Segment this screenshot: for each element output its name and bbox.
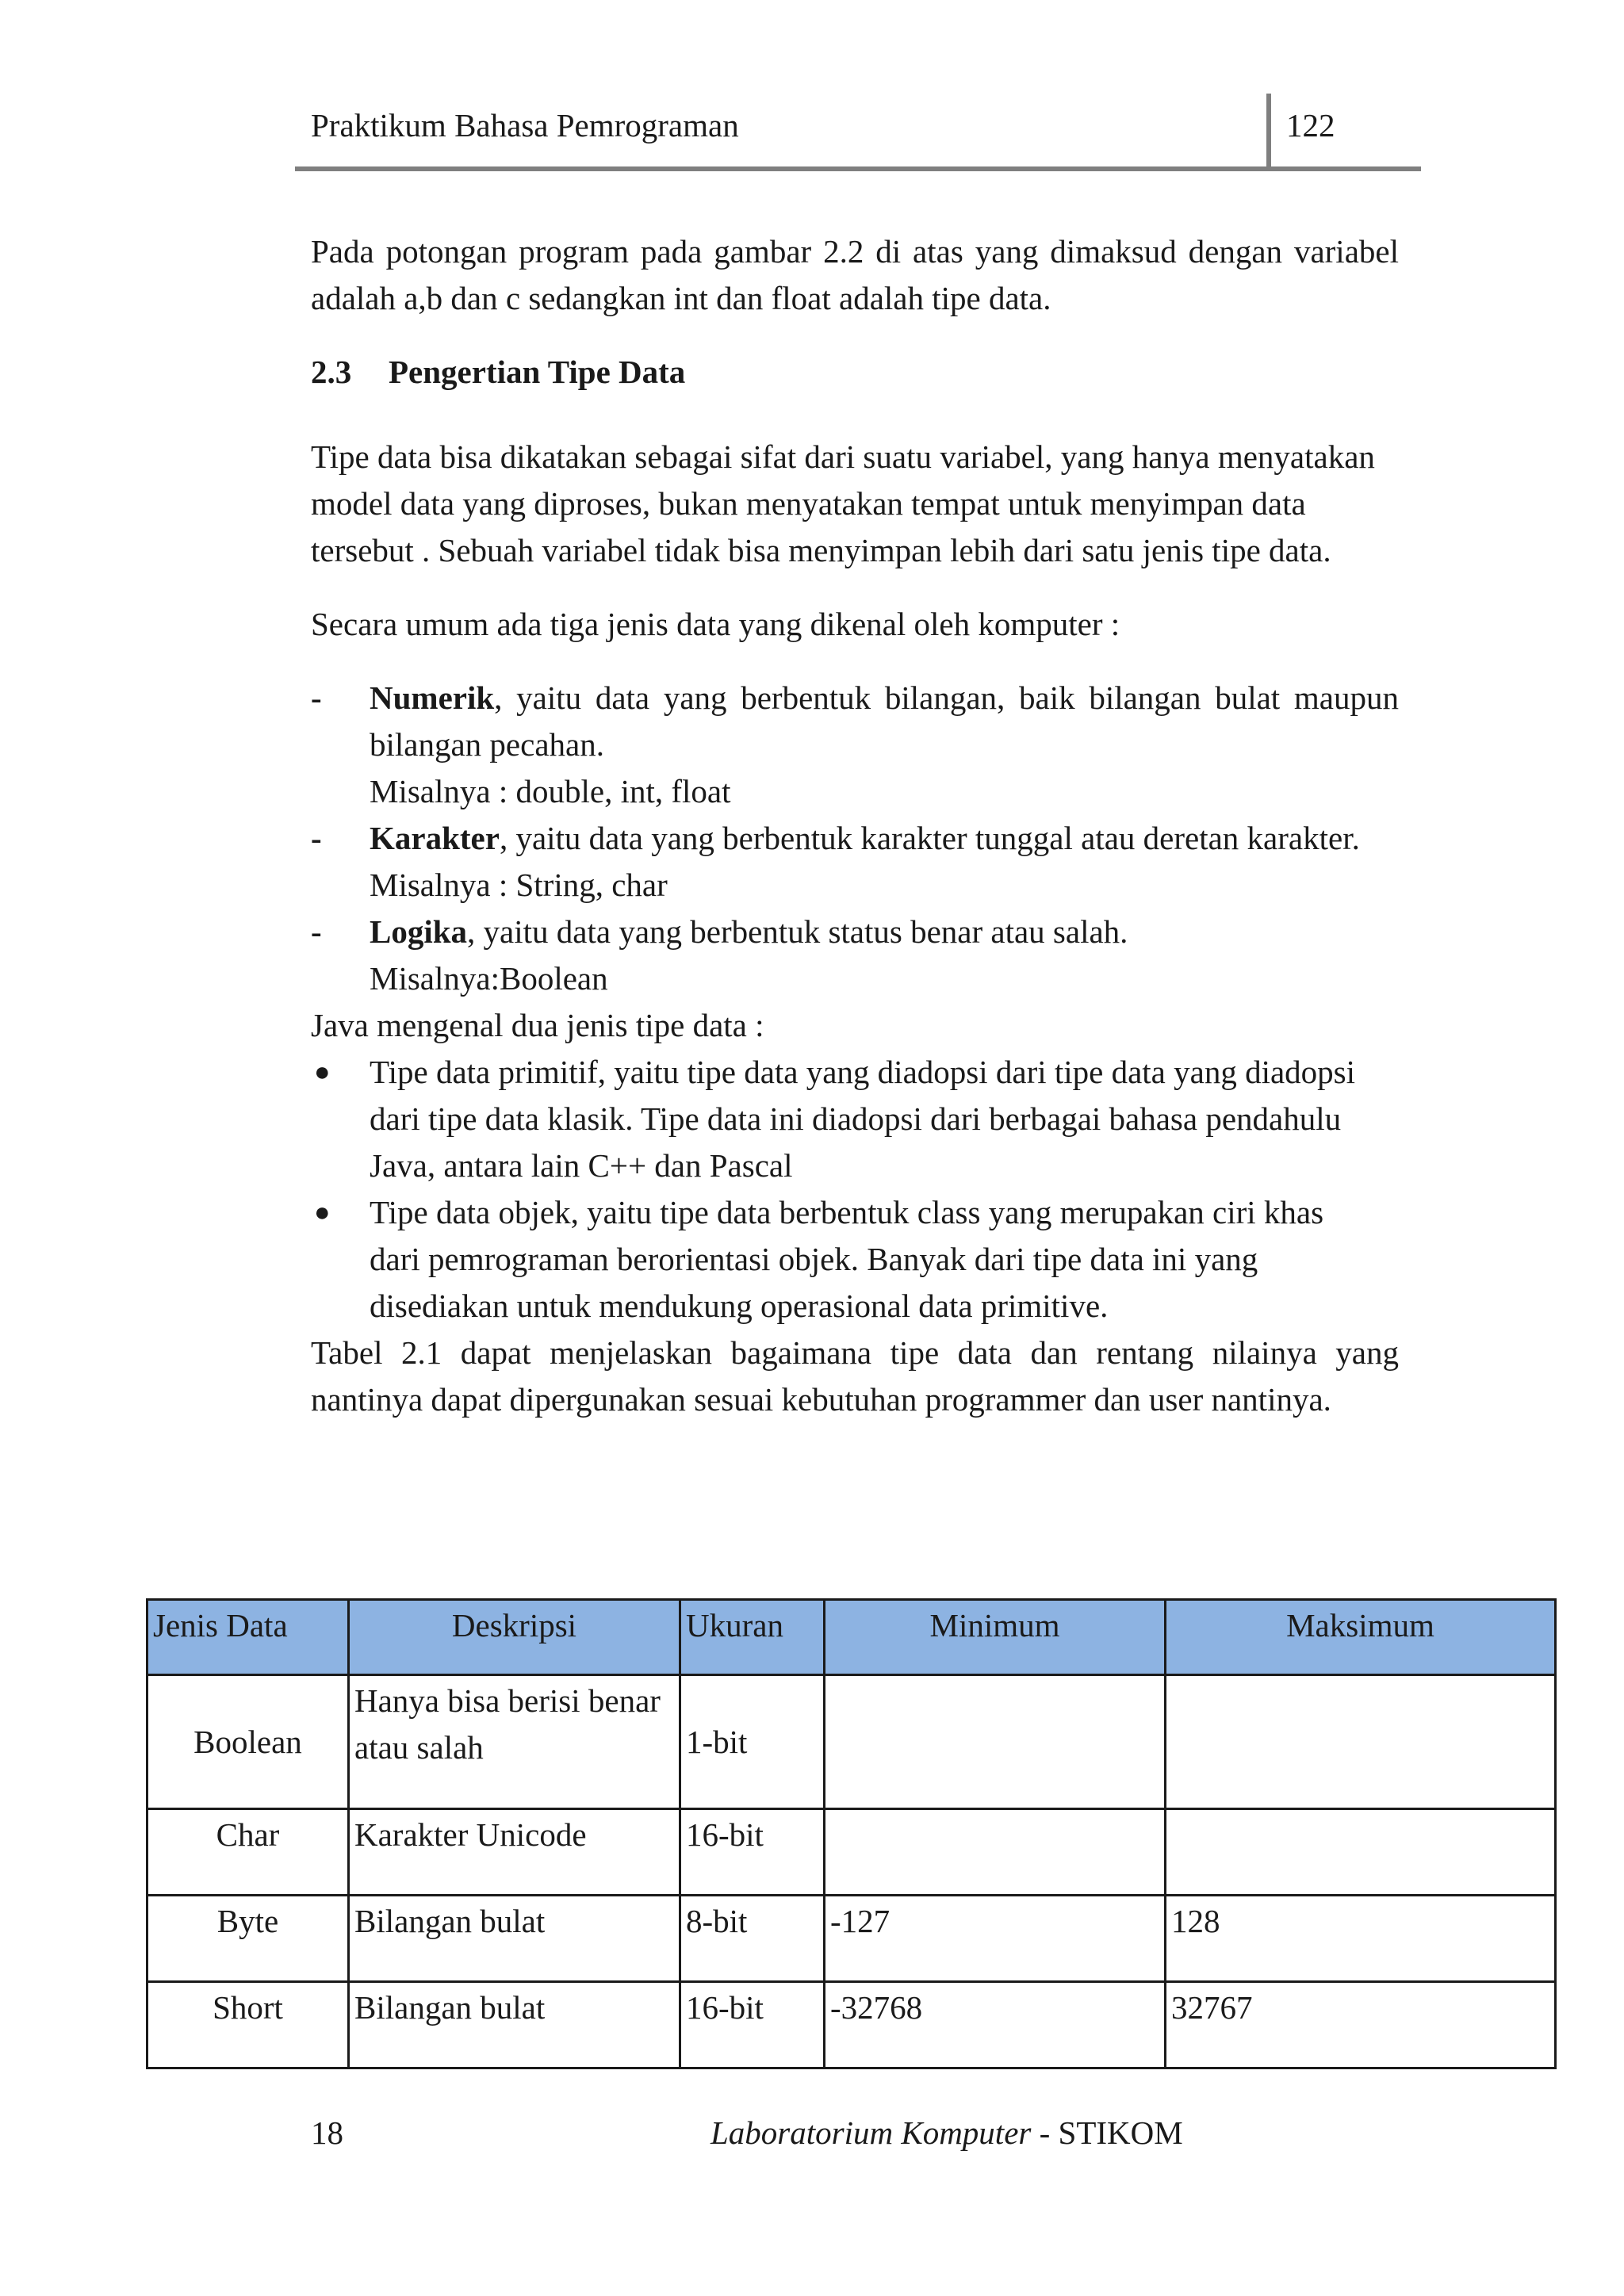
cell-maximum [1166, 1809, 1556, 1896]
page-header [295, 94, 1421, 171]
object-type-text: Tipe data objek, yaitu tipe data berbentuk class yang merupakan ciri khas dari pemrograman berorientasi objek. Banyak dari tipe data ini yang disediakan untuk mendukung operasional data primitive. [370, 1194, 1324, 1324]
term-logika: Logika [370, 913, 468, 950]
header-jenis-data: Jenis Data [147, 1600, 349, 1675]
dash-marker: - [311, 913, 322, 950]
table-row [147, 1675, 1556, 1809]
java-types-intro: Java mengenal dua jenis tipe data : [311, 1007, 764, 1043]
table-row [147, 1982, 1556, 2068]
section-heading [311, 349, 1399, 396]
cell-description: Bilangan bulat [349, 1896, 680, 1982]
data-kinds-intro: Secara umum ada tiga jenis data yang dikenal oleh komputer : [311, 606, 1120, 642]
data-types-table-wrapper [146, 1598, 1554, 2069]
term-description: , yaitu data yang berbentuk karakter tunggal atau deretan karakter. [499, 820, 1360, 856]
cell-size: 16-bit [680, 1982, 825, 2068]
cell-description: Karakter Unicode [349, 1809, 680, 1896]
cell-maximum: 128 [1166, 1896, 1556, 1982]
footer-lab-italic: Laboratorium Komputer [710, 2114, 1032, 2151]
cell-type: Char [147, 1809, 349, 1896]
header-deskripsi: Deskripsi [349, 1600, 680, 1675]
cell-maximum [1166, 1675, 1556, 1809]
header-ukuran: Ukuran [680, 1600, 825, 1675]
table-row [147, 1896, 1556, 1982]
cell-maximum: 32767 [1166, 1982, 1556, 2068]
list-item [311, 1049, 1381, 1189]
cell-size: 8-bit [680, 1896, 825, 1982]
term-description: , yaitu data yang berbentuk status benar atau salah. [467, 913, 1128, 950]
cell-minimum: -127 [825, 1896, 1166, 1982]
cell-type: Boolean [147, 1675, 349, 1809]
term-example: Misalnya:Boolean [370, 960, 608, 997]
footer-lab-name [710, 2114, 1183, 2152]
term-example: Misalnya : String, char [370, 867, 668, 903]
section-number: 2.3 [311, 354, 352, 390]
data-types-table [146, 1598, 1557, 2069]
table-intro-paragraph: Tabel 2.1 dapat menjelaskan bagaimana tipe data dan rentang nilainya yang nantinya dapat dipergunakan sesuai kebutuhan programmer dan user nantinya. [311, 1334, 1399, 1418]
header-minimum: Minimum [825, 1600, 1166, 1675]
cell-description: Hanya bisa berisi benar atau salah [349, 1675, 680, 1809]
term-example: Misalnya : double, int, float [370, 773, 731, 809]
body-content [311, 228, 1399, 1423]
definition-paragraph: Tipe data bisa dikatakan sebagai sifat dari suatu variabel, yang hanya menyatakan model data yang diproses, bukan menyatakan tempat untuk menyimpan data tersebut . Sebuah variabel tidak bisa menyimpan lebih dari satu jenis tipe data. [311, 438, 1375, 568]
cell-type: Short [147, 1982, 349, 2068]
cell-minimum [825, 1809, 1166, 1896]
term-description: , yaitu data yang berbentuk bilangan, baik bilangan bulat maupun bilangan pecahan. [370, 679, 1399, 763]
cell-size: 1-bit [680, 1675, 825, 1809]
cell-description: Bilangan bulat [349, 1982, 680, 2068]
java-types-list [311, 1049, 1381, 1330]
list-item [311, 1189, 1381, 1330]
header-divider [1266, 94, 1271, 166]
cell-minimum [825, 1675, 1166, 1809]
term-numerik: Numerik [370, 679, 495, 716]
primitive-type-text: Tipe data primitif, yaitu tipe data yang diadopsi dari tipe data yang diadopsi dari tipe data klasik. Tipe data ini diadopsi dari berbagai bahasa pendahulu Java, antara lain C++ dan Pascal [370, 1054, 1356, 1184]
cell-size: 16-bit [680, 1809, 825, 1896]
cell-type: Byte [147, 1896, 349, 1982]
table-row [147, 1809, 1556, 1896]
section-title: Pengertian Tipe Data [389, 354, 686, 390]
list-item [311, 675, 1399, 815]
term-karakter: Karakter [370, 820, 500, 856]
footer-lab-rest: - STIKOM [1031, 2114, 1183, 2151]
footer-page-number: 18 [311, 2114, 343, 2151]
table-header-row [147, 1600, 1556, 1675]
data-kinds-list [311, 675, 1399, 1002]
bullet-marker: ● [314, 1198, 331, 1227]
dash-marker: - [311, 820, 322, 856]
list-item [311, 815, 1399, 909]
bullet-marker: ● [314, 1058, 331, 1087]
header-maksimum: Maksimum [1166, 1600, 1556, 1675]
cell-minimum: -32768 [825, 1982, 1166, 2068]
intro-paragraph: Pada potongan program pada gambar 2.2 di atas yang dimaksud dengan variabel adalah a,b dan c sedangkan int dan float adalah tipe data. [311, 233, 1399, 316]
list-item [311, 909, 1399, 1002]
header-page-number: 122 [1286, 107, 1335, 144]
dash-marker: - [311, 679, 322, 716]
header-title: Praktikum Bahasa Pemrograman [311, 107, 739, 144]
